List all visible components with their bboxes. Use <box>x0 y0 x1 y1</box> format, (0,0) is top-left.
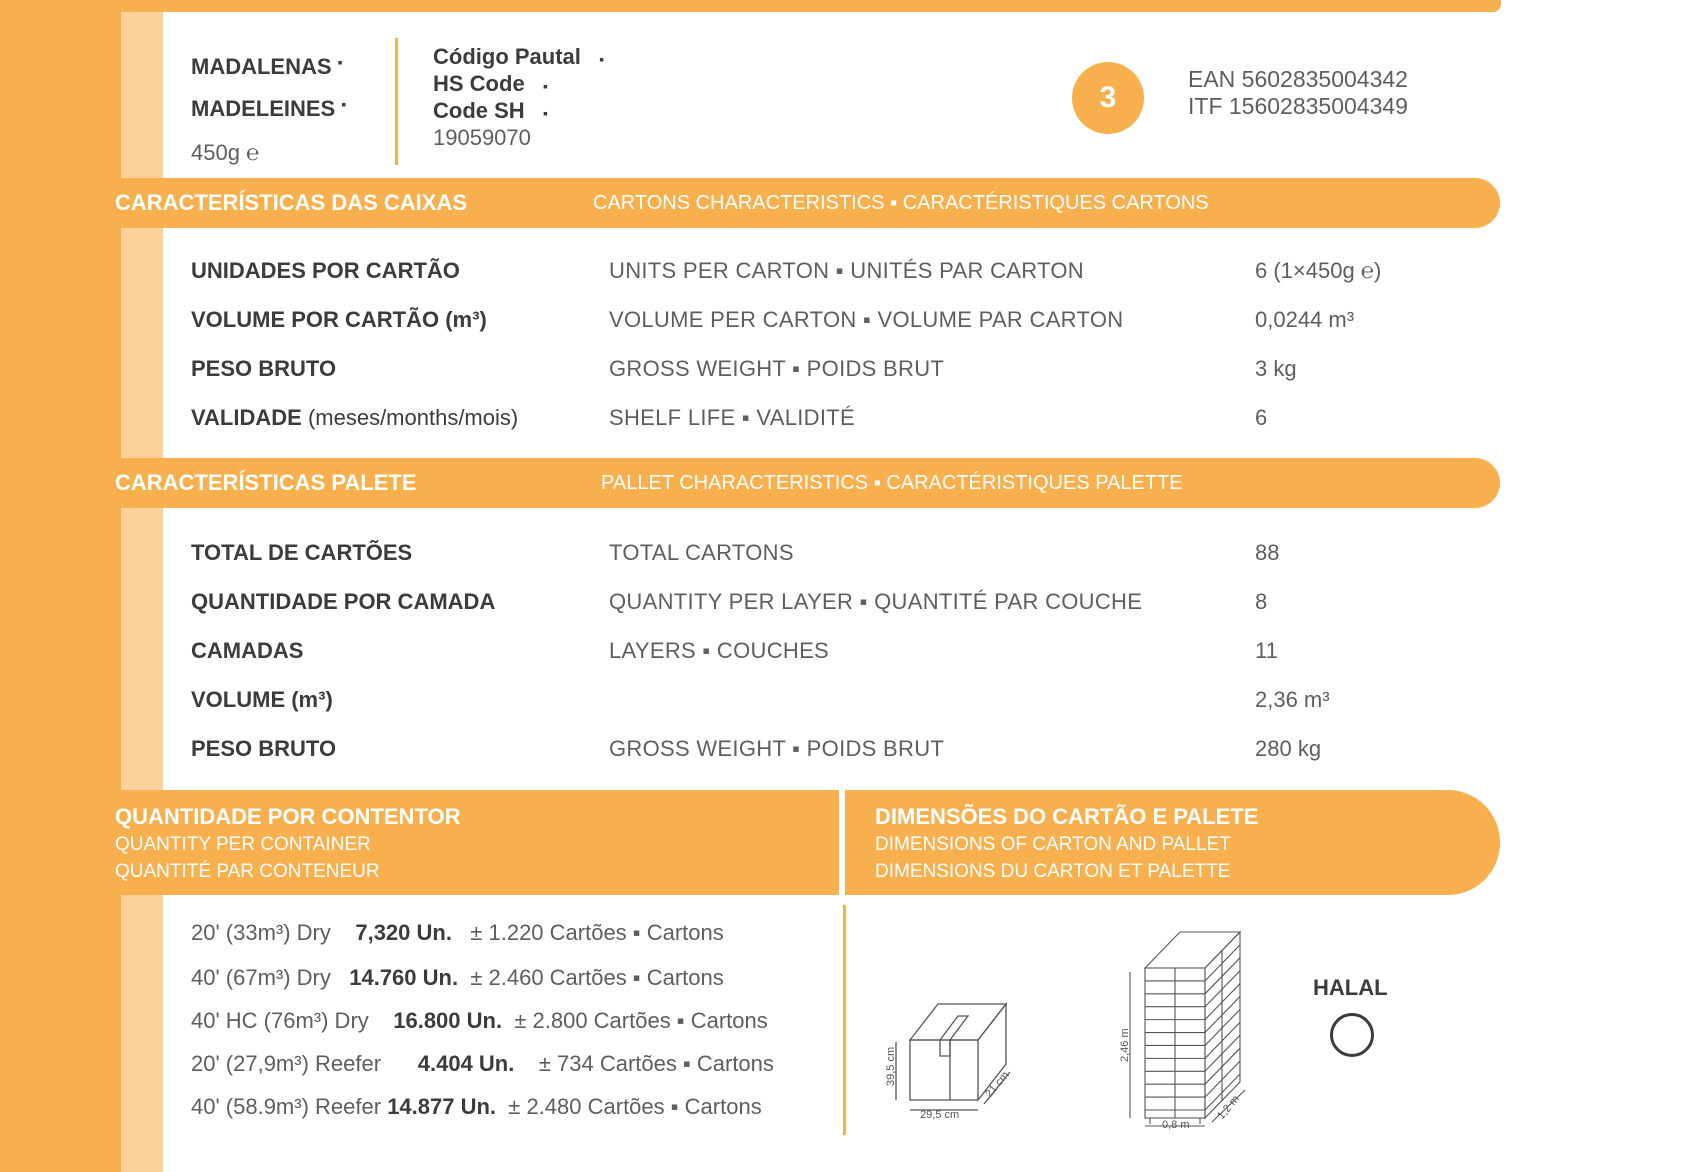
container-cartons: ± 2.480 Cartões ▪ Cartons <box>508 1094 762 1119</box>
pallet-width-label: 0,8 m <box>1162 1119 1190 1130</box>
row-label-en: UNITS PER CARTON ▪ UNITÉS PAR CARTON <box>609 258 1084 283</box>
container-row <box>191 920 724 946</box>
row-label-pt: VOLUME (m³) <box>191 687 333 712</box>
container-units: 14.877 Un. <box>387 1094 497 1119</box>
itf-code: ITF 15602835004349 <box>1188 93 1408 119</box>
carton-height-label: 39,5 cm <box>885 1046 897 1086</box>
carton-diagram <box>880 990 1020 1120</box>
container-row <box>191 1051 774 1077</box>
header-divider <box>395 38 398 165</box>
row-label-pt: VOLUME POR CARTÃO (m³) <box>191 307 487 332</box>
row-value: 6 (1×450g ℮) <box>1255 258 1382 283</box>
row-label-en: GROSS WEIGHT ▪ POIDS BRUT <box>609 356 945 381</box>
container-type: 40' HC (76m³) Dry <box>191 1008 369 1033</box>
row-value: 0,0244 m³ <box>1255 307 1355 332</box>
pallet-diagram <box>1110 920 1260 1130</box>
cartons-section-band <box>0 178 1500 228</box>
row-label-pt-extra: (meses/months/mois) <box>301 405 519 430</box>
code-label-pt: Código Pautal ▪ <box>433 44 605 69</box>
row-label-en: LAYERS ▪ COUCHES <box>609 638 830 663</box>
dimensions-section-sub2: DIMENSIONS DU CARTON ET PALETTE <box>875 861 1231 882</box>
container-units: 14.760 Un. <box>349 965 459 990</box>
row-label-pt: QUANTIDADE POR CAMADA <box>191 589 496 614</box>
container-section-title: QUANTIDADE POR CONTENTOR <box>115 804 461 829</box>
left-accent-strip <box>0 0 121 1172</box>
row-label-pt: TOTAL DE CARTÕES <box>191 540 413 565</box>
row-value: 3 kg <box>1255 356 1297 381</box>
variant-badge: 3 <box>1072 62 1144 134</box>
row-value: 2,36 m³ <box>1255 687 1330 712</box>
code-value: 19059070 <box>433 125 531 150</box>
row-value: 8 <box>1255 589 1268 614</box>
container-row <box>191 1008 768 1034</box>
row-label-en: GROSS WEIGHT ▪ POIDS BRUT <box>609 736 945 761</box>
container-cartons: ± 2.460 Cartões ▪ Cartons <box>470 965 724 990</box>
row-label-pt: CAMADAS <box>191 638 304 663</box>
cartons-section-title: CARACTERÍSTICAS DAS CAIXAS <box>115 190 468 215</box>
container-cartons: ± 1.220 Cartões ▪ Cartons <box>470 920 724 945</box>
top-accent-bar <box>121 0 1501 12</box>
row-label-en: VOLUME PER CARTON ▪ VOLUME PAR CARTON <box>609 307 1124 332</box>
row-value: 280 kg <box>1255 736 1322 761</box>
pallet-section-title: CARACTERÍSTICAS PALETE <box>115 470 417 495</box>
pallet-depth-label: 1,2 m <box>1215 1093 1242 1122</box>
row-value: 88 <box>1255 540 1280 565</box>
product-weight: 450g ℮ <box>191 140 260 165</box>
code-label-fr: Code SH ▪ <box>433 98 548 123</box>
container-section-band <box>0 790 839 895</box>
row-label-pt: PESO BRUTO <box>191 356 337 381</box>
container-type: 40' (67m³) Dry <box>191 965 331 990</box>
container-units: 7,320 Un. <box>355 920 452 945</box>
container-section-sub2: QUANTITÉ PAR CONTENEUR <box>115 861 380 882</box>
container-divider <box>843 905 846 1135</box>
container-section-sub1: QUANTITY PER CONTAINER <box>115 834 371 855</box>
pallet-section-subtitle: PALLET CHARACTERISTICS ▪ CARACTÉRISTIQUES PALETTE <box>601 472 1183 494</box>
carton-depth-label: 21 cm <box>983 1069 1012 1100</box>
ean-code: EAN 5602835004342 <box>1188 66 1408 92</box>
container-cartons: ± 734 Cartões ▪ Cartons <box>538 1051 774 1076</box>
cartons-section-subtitle: CARTONS CHARACTERISTICS ▪ CARACTÉRISTIQUES CARTONS <box>593 192 1209 214</box>
product-name-en: MADELEINES ▪ <box>191 96 347 121</box>
pallet-height-label: 2,46 m <box>1119 1028 1131 1062</box>
container-units: 4.404 Un. <box>417 1051 515 1076</box>
dimensions-section-band <box>845 790 1500 895</box>
row-value: 11 <box>1255 638 1278 663</box>
code-label-en: HS Code ▪ <box>433 71 548 96</box>
carton-width-label: 29,5 cm <box>920 1109 960 1120</box>
row-label-en: TOTAL CARTONS <box>609 540 794 565</box>
row-label-en: QUANTITY PER LAYER ▪ QUANTITÉ PAR COUCHE <box>609 589 1143 614</box>
container-type: 20' (33m³) Dry <box>191 920 331 945</box>
container-units: 16.800 Un. <box>393 1008 503 1033</box>
container-type: 40' (58.9m³) Reefer <box>191 1094 382 1119</box>
container-type: 20' (27,9m³) Reefer <box>191 1051 382 1076</box>
container-row <box>191 1094 762 1120</box>
left-accent-strip-light <box>121 0 163 1172</box>
row-label-pt: PESO BRUTO <box>191 736 337 761</box>
dimensions-section-sub1: DIMENSIONS OF CARTON AND PALLET <box>875 834 1231 855</box>
pallet-section-band <box>0 458 1500 508</box>
container-row <box>191 965 724 991</box>
row-label-en: SHELF LIFE ▪ VALIDITÉ <box>609 405 855 430</box>
row-label-pt: UNIDADES POR CARTÃO <box>191 258 460 283</box>
container-cartons: ± 2.800 Cartões ▪ Cartons <box>514 1008 768 1033</box>
dimensions-section-title: DIMENSÕES DO CARTÃO E PALETE <box>875 804 1259 829</box>
product-name-pt: MADALENAS ▪ <box>191 54 343 79</box>
halal-icon <box>1330 1013 1374 1057</box>
halal-label: HALAL <box>1313 975 1388 1000</box>
row-label-pt: VALIDADE (meses/months/mois) <box>191 405 519 430</box>
row-value: 6 <box>1255 405 1268 430</box>
